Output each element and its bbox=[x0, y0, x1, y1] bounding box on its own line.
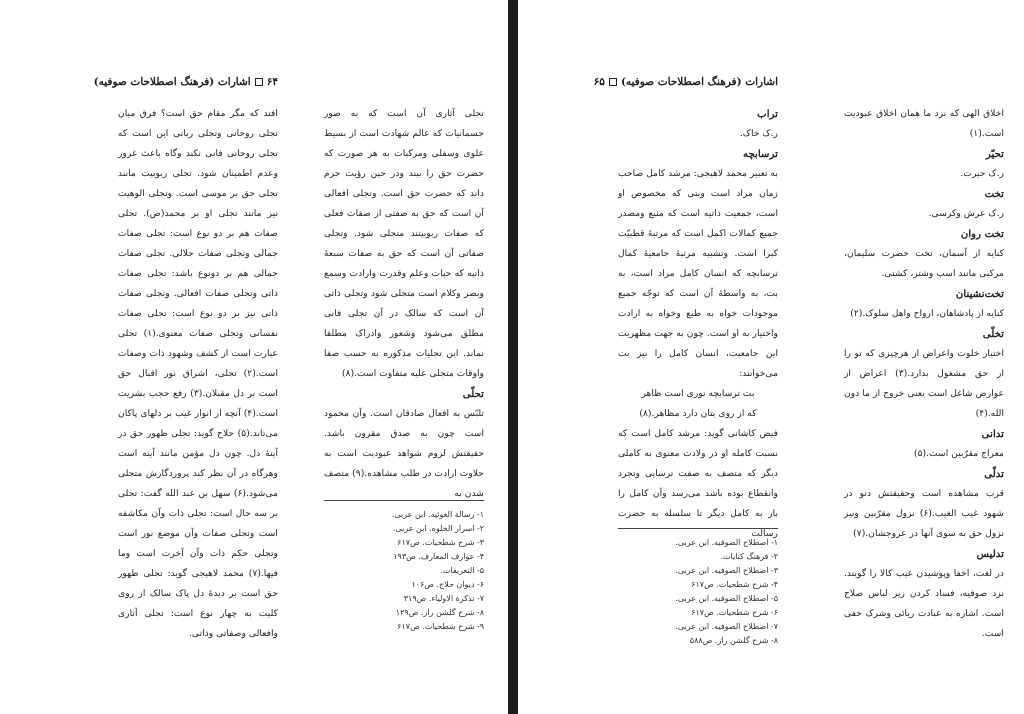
entry-text: ر.ک خاک. bbox=[739, 128, 778, 139]
entry-headword: تدانی bbox=[981, 428, 1004, 440]
footnote-item: ۲- فرهنگ کنایات. bbox=[720, 552, 778, 561]
footnote-rule bbox=[324, 500, 484, 501]
entry-headword: تخت‌نشینان bbox=[955, 288, 1004, 300]
entry-text: ر.ک عرش وکرسی. bbox=[928, 208, 1004, 219]
footnote-item: ۸- شرح گلشن راز. ص۵۸۸ bbox=[689, 636, 778, 645]
footnote-rule bbox=[618, 528, 778, 529]
verse-line: بت ترسابچه نوری است ظاهر bbox=[641, 388, 755, 399]
entry-headword: تحیّر bbox=[985, 148, 1004, 160]
footnote-item: ۷- تذکرة الاولیاء. ص۳۱۹ bbox=[403, 594, 484, 603]
verse-line: که از روی بتان دارد مظاهر.(۸) bbox=[639, 408, 757, 419]
entry-text: تجلی آثاری آن است که به صور جسمانیات که عالم شهادت است از بسیط علوی وسفلی ومرکبات به هر صورت که حضرت حق را بیند ودر حین رؤیت جزم داند که حضرت حق است. وتجلی افعالی آن است که حق به صفتی از صفات فعلی که صفات ربوبیتند متجلی شود. وتجلی صفاتی آن است که حق به صفات سبعهٔ ذاتیه که حیات وعلم وقدرت وارادت وسمع وبصر وکلام است متجلی شود وتجلی ذاتی آن است که سالک در آن تجلی فانی مطلق می‌شود وشعور وادراک مطلقا نماند. این تجلیات مذکوره به حسب صفا واوقات متجلی علیه متفاوت است.(۸) bbox=[324, 108, 484, 379]
entry-headword: تدلیس bbox=[976, 548, 1004, 560]
entry-headword: تخلّی bbox=[982, 328, 1004, 340]
footnote-item: ۱- رسالة الغوثیه. ابن عربی. bbox=[391, 510, 484, 519]
footnote-item: ۸- شرح گلشن راز. ص۱۲۹ bbox=[395, 608, 484, 617]
square-ornament-icon bbox=[609, 78, 617, 86]
right-page-left-column bbox=[618, 104, 778, 544]
left-page-number: ۶۴ bbox=[266, 76, 278, 88]
entry-text: ر.ک حیرت. bbox=[960, 168, 1004, 179]
footnote-item: ۱- اصطلاح الصوفیه. ابن عربی. bbox=[675, 538, 778, 547]
left-book-page bbox=[0, 0, 508, 714]
entry-text: تلبّس به افعال صادقان است. وآن محمود است چون به صدق مقرون باشد. حقیقتش لزوم شواهد عبودیت است به حلاوت ارادت در طلب مشاهده.(۹) متصف شدن به bbox=[324, 408, 484, 499]
right-page-right-column bbox=[844, 104, 1004, 644]
entry-headword: تراب bbox=[757, 108, 778, 120]
entry-text: قرب مشاهده است وحقیقتش دنو در شهود غیب الغیب.(۶) نزول مقرّبین ونیز نزول حق به سوی آنها در عروجشان.(۷) bbox=[844, 488, 1004, 539]
right-page-footnotes bbox=[618, 536, 778, 648]
square-ornament-icon bbox=[255, 78, 263, 86]
right-page-running-title: اشارات (فرهنگ اصطلاحات صوفیه) bbox=[620, 76, 778, 88]
left-page-right-column bbox=[118, 104, 278, 644]
footnote-item: ۶- شرح شطحیات. ص۶۱۷ bbox=[691, 608, 778, 617]
entry-text: افتد که مگر مقام حق است؟ فرق میان تجلی روحانی وتجلی ربانی این است که تجلی روحانی فانی نکند وگاه باعث غرور وعدم اطمینان شود. تجلی ربوبیت مانند تجلی حق بر موسی است. وتجلی الوهیت نیز مانند تجلی او بر محمد(ص). تجلی صفات هم بر دو نوع است: تجلی صفات جمالی وتجلی صفات جلالی. تجلی صفات جمالی هم بر دونوع باشد: تجلی صفات ذاتی وتجلی صفات افعالی. وتجلی صفات ذاتی نیز بر دو نوع است: تجلی صفات نفسانی وتجلی صفات معنوی.(۱) تجلی عبارت است از کشف وشهود ذات وصفات است.(۲) تجلی، اشراق نور اقبال حق است بر دل مقبلان.(۳) رفع حجب بشریت است.(۴) آنچه از انوار غیب بر دلهای پاکان می‌تابد.(۵) حلاج گوید: تجلی ظهور حق در آینهٔ دل. چون دل مؤمن مانند آینه است وهرگاه در آن نظر کند پروردگارش متجلی می‌شود.(۶) سهل بن عبد الله گفت: تجلی بر سه حال است: تجلی ذات وآن مکاشفه است وتجلی صفات وآن موضع نور است وتجلی حکم ذات وآن آخرت است وما فیها.(۷) محمد لاهیجی گوید: تجلی ظهور حق است بر دیدهٔ دل پاک سالک از روی کلیت به چهار نوع است: تجلی آثاری وافعالی وصفاتی وذاتی. bbox=[118, 108, 278, 639]
entry-headword: تخت روان bbox=[960, 228, 1004, 240]
entry-text: در لغت، اخفا وپوشیدن عیب کالا را گویند. نزد صوفیه، فساد کردن زیر لباس صلاح است. اشاره به عبادت ریائی وشرک خفی است. bbox=[844, 568, 1004, 639]
footnote-item: ۴- شرح شطحیات. ص۶۱۷ bbox=[691, 580, 778, 589]
footnote-item: ۳- اصطلاح الصوفیه. ابن عربی. bbox=[675, 566, 778, 575]
footnote-item: ۵- اصطلاح الصوفیه. ابن عربی. bbox=[675, 594, 778, 603]
left-page-header bbox=[94, 76, 278, 88]
footnote-item: ۵- التعریفات. bbox=[440, 566, 484, 575]
entry-text: به تعبیر محمد لاهیجی: مرشد کامل صاحب زمان مراد است وبتی که مخصوص او است، جمعیت ذاتیه است که منبع ومصدر جمیع کمالات اکمل است که مرتبهٔ قطبیّت کبرا است. وتشبیه مرتبهٔ جامعیهٔ کمال ترسابچه که انسان کامل مراد است، به بت، به واسطهٔ آن است که توجّه جمیع موجودات خواه به طبع وخواه به ارادت واختیار به او است. چون به جهت مظهریت این جامعیت، انسان کامل را نیز بت می‌خوانند: bbox=[617, 168, 778, 379]
entry-headword: تحلّی bbox=[462, 388, 484, 400]
entry-text: فیض کاشانی گوید: مرشد کامل است که نسبت کامله او در ولادت معنوی به کاملی دیگر که متصف به صفت ترسایی وتجرد وانقطاع بوده باشد می‌رسد وآن کامل را باز به کامل دیگر تا سلسله به حضرت رسالت bbox=[618, 428, 778, 539]
book-gutter bbox=[508, 0, 518, 714]
entry-headword: ترسابچه bbox=[743, 148, 778, 160]
right-page-header bbox=[594, 76, 778, 88]
right-page-number: ۶۵ bbox=[593, 76, 605, 88]
footnote-item: ۹- شرح شطحیات. ص۶۱۷ bbox=[397, 622, 484, 631]
footnote-item: ۲- اسرار الخلوه. ابن عربی. bbox=[392, 524, 484, 533]
entry-text: اختیار خلوت واعراض از هرچیزی که تو را از حق مشغول بدارد.(۳) اعراض از عوارض شاغل است یعنی خروج از ما دون الله.(۴) bbox=[844, 348, 1004, 419]
entry-text: کنایه از آسمان، تخت حضرت سلیمان، مرکبی مانند اسب وشتر، کشتی. bbox=[844, 248, 1004, 279]
entry-headword: تدلّی bbox=[984, 468, 1004, 480]
footnote-item: ۷- اصطلاح الصوفیه. ابن عربی. bbox=[675, 622, 778, 631]
right-book-page bbox=[518, 0, 1024, 714]
entry-text: اخلاق الهی که نزد ما همان اخلاق عبودیت است.(۱) bbox=[844, 108, 1004, 139]
left-page-left-column bbox=[324, 104, 484, 504]
entry-headword: تخت bbox=[984, 188, 1004, 200]
entry-text: معراج مقرّبین است.(۵) bbox=[913, 448, 1004, 459]
footnote-item: ۶- دیوان حلاج. ص۱۰۶ bbox=[411, 580, 484, 589]
footnote-item: ۳- شرح شطحیات. ص۶۱۷ bbox=[397, 538, 484, 547]
left-page-footnotes bbox=[324, 508, 484, 634]
footnote-item: ۴- عوارف المعارف. ص۱۹۳ bbox=[393, 552, 484, 561]
left-page-running-title: اشارات (فرهنگ اصطلاحات صوفیه) bbox=[93, 76, 251, 88]
entry-text: کنایه از پادشاهان، ارواح واهل سلوک.(۲) bbox=[850, 308, 1004, 319]
